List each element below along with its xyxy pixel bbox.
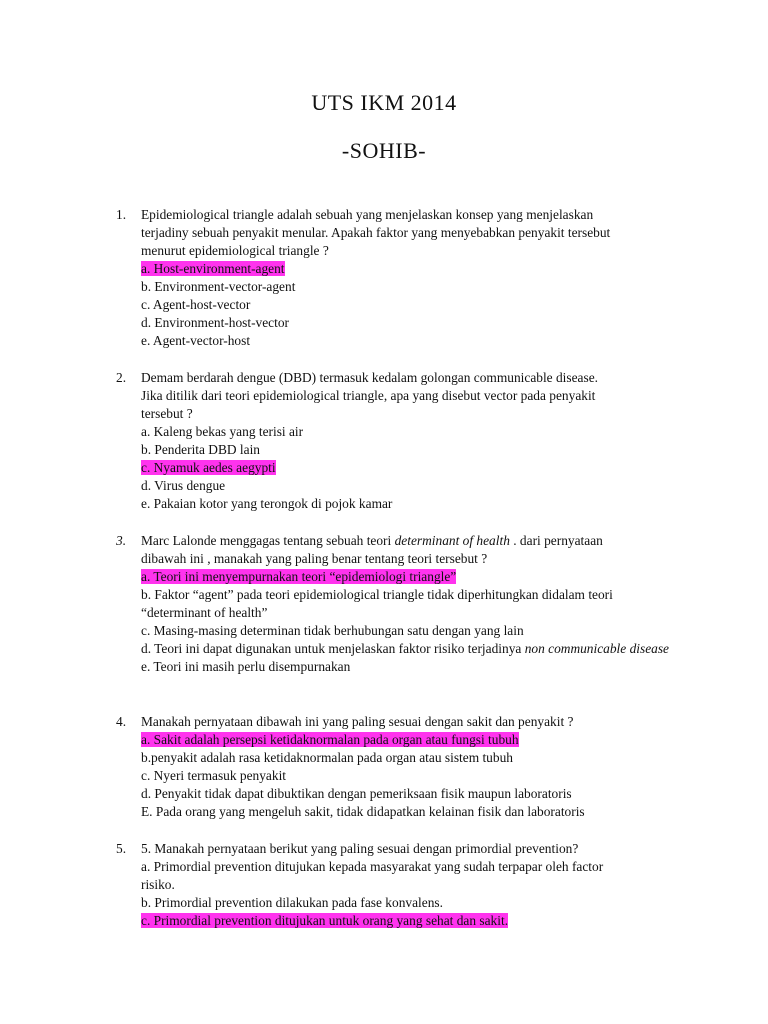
question-text: . dari pernyataan [509,533,603,548]
italic-term: non communicable disease [524,641,669,656]
question-number: 2. [116,370,127,385]
correct-answer-highlight: a. Host-environment-agent [141,261,285,276]
question-text: Marc Lalonde menggagas tentang sebuah teori [141,533,395,548]
answer-option-e: e. Pakaian kotor yang terongok di pojok kamar [141,496,393,511]
question-2 [116,369,686,513]
answer-option-a [141,260,686,278]
answer-option-d [141,640,686,658]
answer-option-d: d. Virus dengue [141,478,226,493]
question-text-line: 5. Manakah pernyataan berikut yang paling sesuai dengan primordial prevention? [141,841,579,856]
answer-option-d: d. Environment-host-vector [141,315,290,330]
answer-option-b: b. Faktor “agent” pada teori epidemiological triangle tidak diperhitungkan didalam teori [141,587,613,602]
question-5 [116,840,686,930]
question-1 [116,206,686,350]
question-text-line: Jika ditilik dari teori epidemiological triangle, apa yang disebut vector pada penyakit [141,388,596,403]
correct-answer-highlight: a. Sakit adalah persepsi ketidaknormalan pada organ atau fungsi tubuh [141,732,519,747]
answer-option-a [141,568,686,586]
answer-option-d: d. Penyakit tidak dapat dibuktikan dengan pemeriksaan fisik maupun laboratoris [141,786,572,801]
option-text: d. Teori ini dapat digunakan untuk menjelaskan faktor risiko terjadinya [141,641,525,656]
question-text-line: Manakah pernyataan dibawah ini yang paling sesuai dengan sakit dan penyakit ? [141,714,574,729]
correct-answer-highlight: a. Teori ini menyempurnakan teori “epidemiologi triangle” [141,569,457,584]
answer-option-c [141,912,686,930]
answer-option-b: b. Penderita DBD lain [141,442,261,457]
answer-option-c [141,459,686,477]
question-text-line: dibawah ini , manakah yang paling benar tentang teori tersebut ? [141,551,488,566]
answer-option-e: E. Pada orang yang mengeluh sakit, tidak didapatkan kelainan fisik dan laboratoris [141,804,585,819]
question-number: 5. [116,841,127,856]
question-3 [116,532,686,676]
document-subtitle: -SOHIB- [341,138,427,163]
answer-option-a: a. Primordial prevention ditujukan kepada masyarakat yang sudah terpapar oleh factor [141,859,604,874]
question-4 [116,713,686,821]
answer-option-e: e. Teori ini masih perlu disempurnakan [141,659,351,674]
answer-option-e: e. Agent-vector-host [141,333,251,348]
question-number: 3. [116,533,127,548]
question-text-line: tersebut ? [141,406,193,421]
answer-option-a-cont: risiko. [141,877,175,892]
answer-option-b: b. Environment-vector-agent [141,279,296,294]
answer-option-a [141,731,686,749]
question-text-line: menurut epidemiological triangle ? [141,243,329,258]
answer-option-b-cont: “determinant of health” [141,605,268,620]
question-text-line [141,532,686,550]
correct-answer-highlight: c. Nyamuk aedes aegypti [141,460,276,475]
italic-term: determinant of health [394,533,510,548]
correct-answer-highlight: c. Primordial prevention ditujukan untuk orang yang sehat dan sakit. [141,913,509,928]
answer-option-b: b. Primordial prevention dilakukan pada fase konvalens. [141,895,443,910]
question-number: 4. [116,714,127,729]
document-title: UTS IKM 2014 [311,90,457,115]
answer-option-c: c. Agent-host-vector [141,297,251,312]
answer-option-b: b.penyakit adalah rasa ketidaknormalan pada organ atau sistem tubuh [141,750,513,765]
question-text-line: Demam berdarah dengue (DBD) termasuk kedalam golongan communicable disease. [141,370,598,385]
answer-option-c: c. Nyeri termasuk penyakit [141,768,287,783]
question-text-line: terjadiny sebuah penyakit menular. Apakah faktor yang menyebabkan penyakit tersebut [141,225,611,240]
question-text-line: Epidemiological triangle adalah sebuah yang menjelaskan konsep yang menjelaskan [141,207,594,222]
answer-option-c: c. Masing-masing determinan tidak berhubungan satu dengan yang lain [141,623,524,638]
question-number: 1. [116,207,127,222]
answer-option-a: a. Kaleng bekas yang terisi air [141,424,304,439]
